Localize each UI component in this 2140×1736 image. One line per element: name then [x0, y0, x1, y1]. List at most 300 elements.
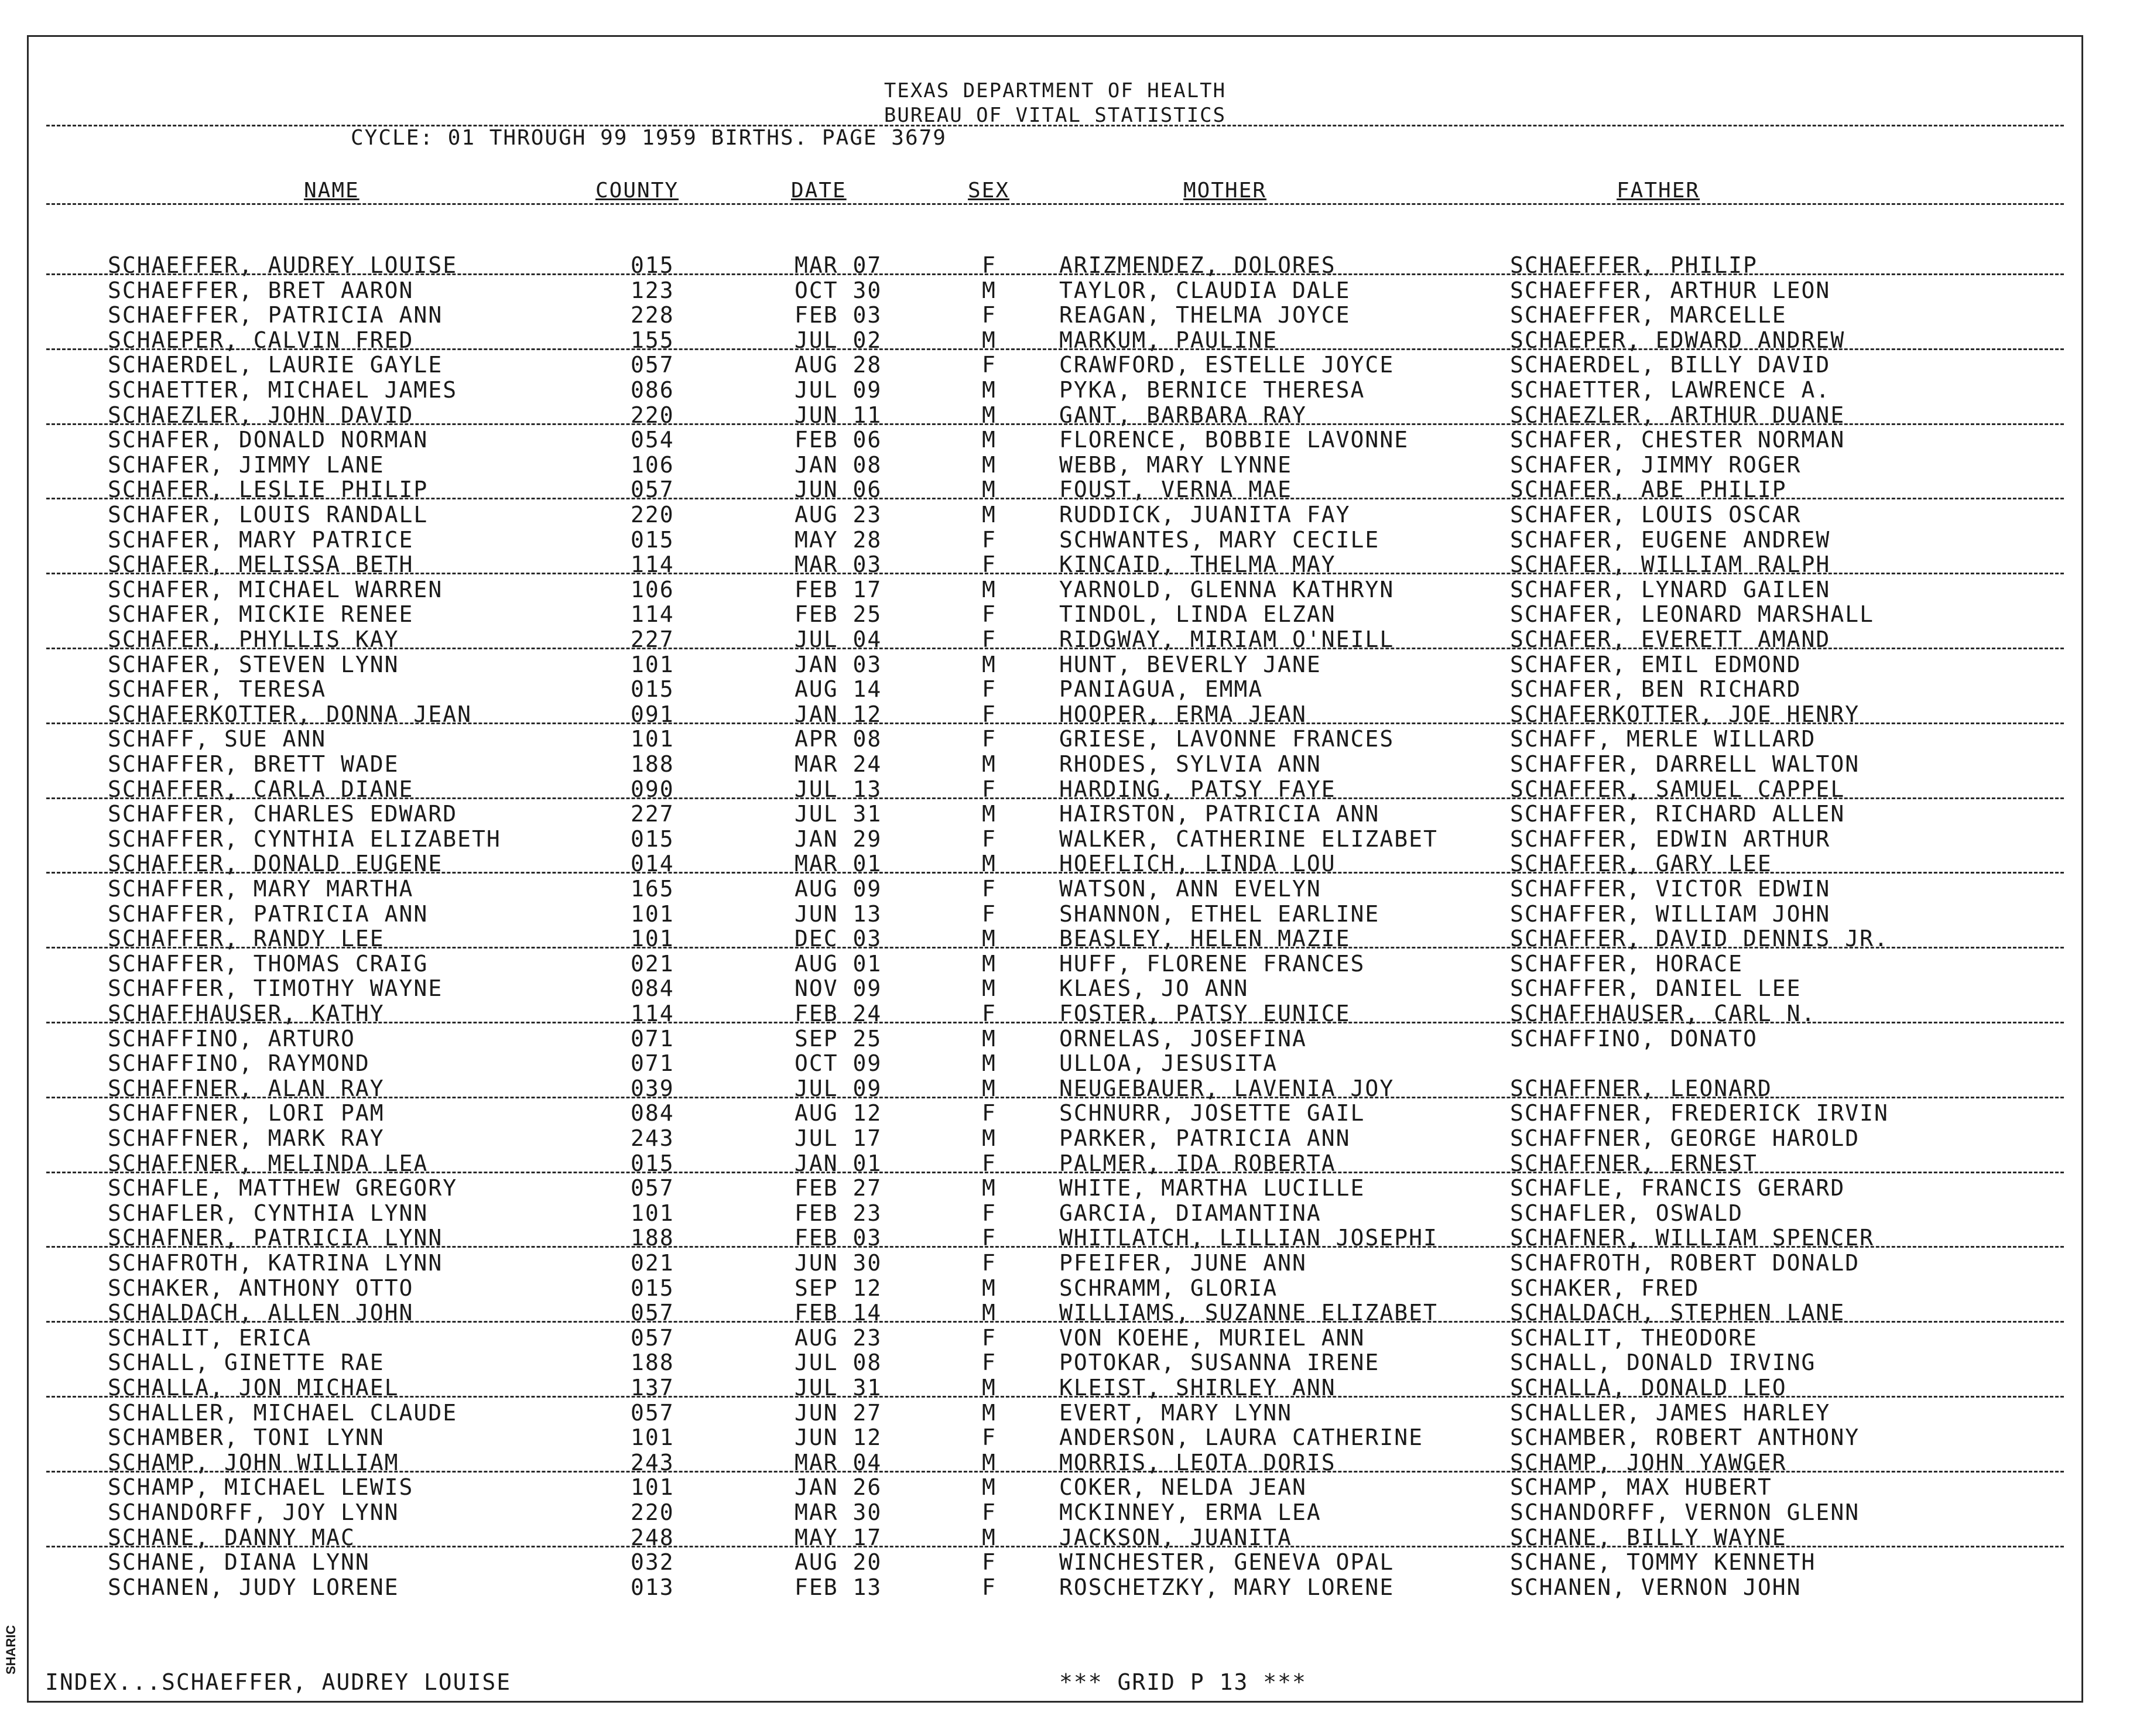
- row-name: SCHAERDEL, LAURIE GAYLE: [108, 352, 443, 378]
- row-mother: RUDDICK, JUANITA FAY: [1059, 502, 1351, 528]
- row-mother: YARNOLD, GLENNA KATHRYN: [1059, 576, 1395, 602]
- row-date: JUN 30: [795, 1250, 882, 1276]
- row-mother: REAGAN, THELMA JOYCE: [1059, 302, 1351, 328]
- row-sex: M: [982, 1025, 997, 1052]
- row-date: AUG 23: [795, 502, 882, 528]
- row-county: 015: [631, 826, 674, 852]
- row-name: SCHAFER, MELISSA BETH: [108, 552, 414, 578]
- table-row: [29, 975, 2081, 1000]
- row-name: SCHAFFINO, RAYMOND: [108, 1050, 370, 1077]
- table-row: [29, 302, 2081, 327]
- row-date: MAY 17: [795, 1524, 882, 1550]
- index-footer: INDEX...SCHAEFFER, AUDREY LOUISE: [45, 1669, 512, 1695]
- row-father: SCHAFFER, SAMUEL CAPPEL: [1510, 776, 1845, 802]
- row-county: 101: [631, 926, 674, 952]
- row-father: SCHAFFER, RICHARD ALLEN: [1510, 801, 1845, 827]
- row-county: 188: [631, 1350, 674, 1376]
- row-name: SCHAFFER, PATRICIA ANN: [108, 900, 429, 927]
- row-mother: ROSCHETZKY, MARY LORENE: [1059, 1574, 1395, 1600]
- row-name: SCHAFFER, TIMOTHY WAYNE: [108, 975, 443, 1002]
- row-mother: BEASLEY, HELEN MAZIE: [1059, 926, 1351, 952]
- row-county: 106: [631, 576, 674, 602]
- row-sex: M: [982, 926, 997, 952]
- row-county: 227: [631, 801, 674, 827]
- row-divider: [46, 1471, 2064, 1473]
- row-divider: [46, 1172, 2064, 1173]
- row-date: JUL 17: [795, 1125, 882, 1151]
- row-father: SCHAFFER, EDWIN ARTHUR: [1510, 826, 1831, 852]
- row-divider: [46, 1097, 2064, 1098]
- row-father: SCHAFFER, HORACE: [1510, 950, 1744, 977]
- row-mother: MORRIS, LEOTA DORIS: [1059, 1449, 1336, 1475]
- row-date: JUN 13: [795, 900, 882, 927]
- row-divider: [46, 348, 2064, 350]
- row-county: 101: [631, 1425, 674, 1451]
- row-county: 220: [631, 502, 674, 528]
- bureau-title: BUREAU OF VITAL STATISTICS: [884, 104, 1227, 127]
- row-mother: WHITE, MARTHA LUCILLE: [1059, 1175, 1365, 1201]
- row-sex: M: [982, 751, 997, 777]
- row-mother: HOEFLICH, LINDA LOU: [1059, 851, 1336, 877]
- row-sex: M: [982, 1375, 997, 1401]
- row-county: 243: [631, 1449, 674, 1475]
- row-date: AUG 09: [795, 876, 882, 902]
- row-county: 084: [631, 1100, 674, 1126]
- row-mother: PANIAGUA, EMMA: [1059, 676, 1264, 703]
- row-father: SCHALDACH, STEPHEN LANE: [1510, 1300, 1845, 1326]
- row-county: 086: [631, 377, 674, 403]
- table-row: [29, 801, 2081, 826]
- row-father: SCHAFER, LYNARD GAILEN: [1510, 576, 1831, 602]
- row-divider: [46, 1246, 2064, 1248]
- table-row: [29, 676, 2081, 701]
- row-mother: HARDING, PATSY FAYE: [1059, 776, 1336, 802]
- row-name: SCHALDACH, ALLEN JOHN: [108, 1300, 414, 1326]
- row-father: SCHAERDEL, BILLY DAVID: [1510, 352, 1831, 378]
- table-row: [29, 278, 2081, 302]
- row-county: 155: [631, 327, 674, 353]
- row-county: 057: [631, 1324, 674, 1351]
- row-mother: SCHRAMM, GLORIA: [1059, 1275, 1278, 1301]
- row-county: 227: [631, 626, 674, 652]
- row-name: SCHAFER, MARY PATRICE: [108, 526, 414, 553]
- row-date: JUL 09: [795, 377, 882, 403]
- row-mother: VON KOEHE, MURIEL ANN: [1059, 1324, 1365, 1351]
- row-date: NOV 09: [795, 975, 882, 1002]
- row-date: JUL 13: [795, 776, 882, 802]
- row-date: MAY 28: [795, 526, 882, 553]
- row-name: SCHAFER, TERESA: [108, 676, 327, 703]
- row-father: SCHAMP, JOHN YAWGER: [1510, 1449, 1787, 1475]
- row-name: SCHAFFER, BRETT WADE: [108, 751, 399, 777]
- row-date: FEB 03: [795, 1225, 882, 1251]
- row-sex: M: [982, 801, 997, 827]
- row-name: SCHAMP, MICHAEL LEWIS: [108, 1474, 414, 1501]
- table-row: [29, 527, 2081, 552]
- row-name: SCHALIT, ERICA: [108, 1324, 312, 1351]
- row-date: MAR 04: [795, 1449, 882, 1475]
- row-sex: M: [982, 377, 997, 403]
- row-county: 057: [631, 1399, 674, 1426]
- table-row: [29, 1250, 2081, 1275]
- row-date: JAN 01: [795, 1150, 882, 1176]
- row-county: 243: [631, 1125, 674, 1151]
- row-mother: KINCAID, THELMA MAY: [1059, 552, 1336, 578]
- row-name: SCHAFFER, THOMAS CRAIG: [108, 950, 429, 977]
- row-sex: F: [982, 601, 997, 628]
- row-date: MAR 01: [795, 851, 882, 877]
- table-row: [29, 901, 2081, 926]
- row-date: FEB 06: [795, 427, 882, 453]
- department-title: TEXAS DEPARTMENT OF HEALTH: [884, 79, 1227, 102]
- row-mother: SCHWANTES, MARY CECILE: [1059, 526, 1380, 553]
- row-county: 084: [631, 975, 674, 1002]
- row-sex: M: [982, 1449, 997, 1475]
- row-name: SCHAFFER, CHARLES EDWARD: [108, 801, 458, 827]
- row-date: FEB 17: [795, 576, 882, 602]
- row-name: SCHANEN, JUDY LORENE: [108, 1574, 399, 1600]
- row-mother: PYKA, BERNICE THERESA: [1059, 377, 1365, 403]
- row-date: JUL 04: [795, 626, 882, 652]
- row-father: SCHANE, TOMMY KENNETH: [1510, 1549, 1816, 1576]
- row-father: SCHAFER, BEN RICHARD: [1510, 676, 1802, 703]
- row-mother: FLORENCE, BOBBIE LAVONNE: [1059, 427, 1409, 453]
- row-date: JAN 08: [795, 451, 882, 478]
- row-date: JUN 06: [795, 477, 882, 503]
- row-divider: [46, 947, 2064, 949]
- row-mother: PARKER, PATRICIA ANN: [1059, 1125, 1351, 1151]
- row-sex: M: [982, 576, 997, 602]
- row-county: 015: [631, 1275, 674, 1301]
- row-name: SCHAFFER, CYNTHIA ELIZABETH: [108, 826, 501, 852]
- row-father: SCHANE, BILLY WAYNE: [1510, 1524, 1787, 1550]
- row-father: SCHAFER, ABE PHILIP: [1510, 477, 1787, 503]
- table-row: [29, 1499, 2081, 1524]
- row-name: SCHAFLE, MATTHEW GREGORY: [108, 1175, 458, 1201]
- row-date: JUL 31: [795, 1375, 882, 1401]
- row-divider: [46, 1546, 2064, 1547]
- row-mother: WALKER, CATHERINE ELIZABET: [1059, 826, 1438, 852]
- row-name: SCHALL, GINETTE RAE: [108, 1350, 385, 1376]
- row-mother: WATSON, ANN EVELYN: [1059, 876, 1321, 902]
- row-father: SCHAETTER, LAWRENCE A.: [1510, 377, 1831, 403]
- column-header-county: COUNTY: [595, 179, 679, 203]
- row-father: SCHAEFFER, PHILIP: [1510, 252, 1758, 278]
- row-county: 021: [631, 1250, 674, 1276]
- table-row: [29, 1050, 2081, 1075]
- row-father: SCHAFER, EMIL EDMOND: [1510, 651, 1802, 677]
- row-mother: RIDGWAY, MIRIAM O'NEILL: [1059, 626, 1395, 652]
- row-sex: M: [982, 651, 997, 677]
- row-father: SCHAFER, LEONARD MARSHALL: [1510, 601, 1874, 628]
- row-name: SCHAFROTH, KATRINA LYNN: [108, 1250, 443, 1276]
- row-county: 114: [631, 1001, 674, 1026]
- row-date: JUN 12: [795, 1425, 882, 1451]
- row-father: SCHALL, DONALD IRVING: [1510, 1350, 1816, 1376]
- row-sex: F: [982, 1350, 997, 1376]
- table-row: [29, 1100, 2081, 1125]
- row-county: 057: [631, 352, 674, 378]
- row-name: SCHAFNER, PATRICIA LYNN: [108, 1225, 443, 1251]
- row-father: SCHAFER, JIMMY ROGER: [1510, 451, 1802, 478]
- row-name: SCHAKER, ANTHONY OTTO: [108, 1275, 414, 1301]
- row-sex: M: [982, 1050, 997, 1077]
- row-divider: [46, 1022, 2064, 1023]
- row-county: 057: [631, 1300, 674, 1326]
- table-row: [29, 1026, 2081, 1050]
- row-name: SCHAMBER, TONI LYNN: [108, 1425, 385, 1451]
- side-label: SHARIC: [4, 1625, 18, 1675]
- row-divider: [46, 872, 2064, 874]
- row-mother: SCHNURR, JOSETTE GAIL: [1059, 1100, 1365, 1126]
- row-date: AUG 01: [795, 950, 882, 977]
- row-county: 071: [631, 1050, 674, 1077]
- row-father: SCHAKER, FRED: [1510, 1275, 1700, 1301]
- row-sex: M: [982, 1300, 997, 1326]
- row-name: SCHAFFER, MARY MARTHA: [108, 876, 414, 902]
- table-row: [29, 577, 2081, 601]
- row-sex: F: [982, 676, 997, 703]
- row-mother: HOOPER, ERMA JEAN: [1059, 701, 1307, 727]
- row-name: SCHAFER, LESLIE PHILIP: [108, 477, 429, 503]
- row-date: JUN 11: [795, 402, 882, 428]
- row-father: SCHAEFFER, MARCELLE: [1510, 302, 1787, 328]
- row-name: SCHAFFINO, ARTURO: [108, 1025, 355, 1052]
- row-mother: FOSTER, PATSY EUNICE: [1059, 1001, 1351, 1026]
- row-name: SCHAFFNER, MELINDA LEA: [108, 1150, 429, 1176]
- table-row: [29, 1574, 2081, 1599]
- row-date: AUG 28: [795, 352, 882, 378]
- row-father: SCHAFLER, OSWALD: [1510, 1200, 1744, 1226]
- row-date: DEC 03: [795, 926, 882, 952]
- row-father: SCHALLA, DONALD LEO: [1510, 1375, 1787, 1401]
- row-county: 220: [631, 1499, 674, 1525]
- table-row: [29, 452, 2081, 477]
- row-date: AUG 20: [795, 1549, 882, 1576]
- row-father: SCHAFF, MERLE WILLARD: [1510, 726, 1816, 752]
- row-name: SCHAFER, DONALD NORMAN: [108, 427, 429, 453]
- row-sex: M: [982, 975, 997, 1002]
- row-date: JAN 12: [795, 701, 882, 727]
- row-mother: GARCIA, DIAMANTINA: [1059, 1200, 1321, 1226]
- row-mother: PFEIFER, JUNE ANN: [1059, 1250, 1307, 1276]
- row-date: OCT 30: [795, 277, 882, 303]
- row-mother: SHANNON, ETHEL EARLINE: [1059, 900, 1380, 927]
- row-county: 014: [631, 851, 674, 877]
- table-row: [29, 377, 2081, 402]
- row-divider: [46, 423, 2064, 425]
- row-mother: KLAES, JO ANN: [1059, 975, 1249, 1002]
- row-mother: WHITLATCH, LILLIAN JOSEPHI: [1059, 1225, 1438, 1251]
- row-name: SCHANE, DANNY MAC: [108, 1524, 355, 1550]
- row-mother: RHODES, SYLVIA ANN: [1059, 751, 1321, 777]
- row-father: SCHANEN, VERNON JOHN: [1510, 1574, 1802, 1600]
- row-name: SCHAFFER, RANDY LEE: [108, 926, 385, 952]
- table-row: [29, 1474, 2081, 1499]
- row-father: SCHAFFNER, LEONARD: [1510, 1075, 1772, 1101]
- row-mother: GRIESE, LAVONNE FRANCES: [1059, 726, 1395, 752]
- row-county: 015: [631, 676, 674, 703]
- row-sex: M: [982, 1175, 997, 1201]
- row-date: JAN 29: [795, 826, 882, 852]
- row-father: SCHAFFER, GARY LEE: [1510, 851, 1772, 877]
- row-mother: MCKINNEY, ERMA LEA: [1059, 1499, 1321, 1525]
- row-date: SEP 25: [795, 1025, 882, 1052]
- row-father: SCHAEFFER, ARTHUR LEON: [1510, 277, 1831, 303]
- row-county: 101: [631, 726, 674, 752]
- row-sex: F: [982, 776, 997, 802]
- row-father: SCHAFFER, DANIEL LEE: [1510, 975, 1802, 1002]
- row-sex: F: [982, 1499, 997, 1525]
- row-father: SCHALLER, JAMES HARLEY: [1510, 1399, 1831, 1426]
- row-sex: M: [982, 427, 997, 453]
- row-date: JAN 03: [795, 651, 882, 677]
- row-divider: [46, 648, 2064, 649]
- row-sex: M: [982, 1075, 997, 1101]
- row-county: 165: [631, 876, 674, 902]
- row-name: SCHAFERKOTTER, DONNA JEAN: [108, 701, 472, 727]
- column-header-father: FATHER: [1617, 179, 1700, 203]
- row-sex: M: [982, 327, 997, 353]
- row-county: 054: [631, 427, 674, 453]
- row-county: 057: [631, 1175, 674, 1201]
- row-date: JUL 08: [795, 1350, 882, 1376]
- row-father: SCHAFLE, FRANCIS GERARD: [1510, 1175, 1845, 1201]
- row-sex: F: [982, 526, 997, 553]
- row-father: SCHAFFNER, FREDERICK IRVIN: [1510, 1100, 1889, 1126]
- row-name: SCHAFFER, DONALD EUGENE: [108, 851, 443, 877]
- row-date: FEB 03: [795, 302, 882, 328]
- column-header-divider: [46, 203, 2064, 205]
- row-sex: M: [982, 950, 997, 977]
- row-mother: HAIRSTON, PATRICIA ANN: [1059, 801, 1380, 827]
- row-county: 032: [631, 1549, 674, 1576]
- row-sex: M: [982, 451, 997, 478]
- row-sex: M: [982, 502, 997, 528]
- row-name: SCHAFF, SUE ANN: [108, 726, 327, 752]
- table-row: [29, 502, 2081, 526]
- row-father: SCHAMP, MAX HUBERT: [1510, 1474, 1772, 1501]
- row-sex: F: [982, 1200, 997, 1226]
- row-county: 101: [631, 1474, 674, 1501]
- row-sex: F: [982, 1549, 997, 1576]
- row-mother: GANT, BARBARA RAY: [1059, 402, 1307, 428]
- row-county: 013: [631, 1574, 674, 1600]
- row-sex: F: [982, 1574, 997, 1600]
- row-sex: M: [982, 277, 997, 303]
- row-father: SCHAMBER, ROBERT ANTHONY: [1510, 1425, 1860, 1451]
- row-sex: M: [982, 1125, 997, 1151]
- row-sex: M: [982, 1399, 997, 1426]
- row-date: JUN 27: [795, 1399, 882, 1426]
- row-mother: FOUST, VERNA MAE: [1059, 477, 1293, 503]
- row-county: 101: [631, 1200, 674, 1226]
- row-name: SCHAEZLER, JOHN DAVID: [108, 402, 414, 428]
- column-header-name: NAME: [304, 179, 359, 203]
- row-date: AUG 14: [795, 676, 882, 703]
- row-county: 071: [631, 1025, 674, 1052]
- row-mother: MARKUM, PAULINE: [1059, 327, 1278, 353]
- row-date: JUL 09: [795, 1075, 882, 1101]
- row-father: SCHAFFER, DAVID DENNIS JR.: [1510, 926, 1889, 952]
- row-sex: F: [982, 352, 997, 378]
- row-divider: [46, 273, 2064, 275]
- row-date: FEB 25: [795, 601, 882, 628]
- table-row: [29, 1425, 2081, 1449]
- row-mother: JACKSON, JUANITA: [1059, 1524, 1293, 1550]
- row-father: SCHAFFNER, GEORGE HAROLD: [1510, 1125, 1860, 1151]
- row-sex: F: [982, 701, 997, 727]
- row-date: JAN 26: [795, 1474, 882, 1501]
- row-date: AUG 12: [795, 1100, 882, 1126]
- column-header-sex: SEX: [968, 179, 1010, 203]
- row-date: AUG 23: [795, 1324, 882, 1351]
- table-row: [29, 1175, 2081, 1200]
- row-divider: [46, 797, 2064, 799]
- row-divider: [46, 723, 2064, 724]
- row-county: 015: [631, 526, 674, 553]
- row-name: SCHAFFHAUSER, KATHY: [108, 1001, 385, 1026]
- row-county: 101: [631, 900, 674, 927]
- row-father: SCHALIT, THEODORE: [1510, 1324, 1758, 1351]
- row-sex: F: [982, 552, 997, 578]
- row-name: SCHAFFNER, ALAN RAY: [108, 1075, 385, 1101]
- row-father: SCHAEZLER, ARTHUR DUANE: [1510, 402, 1845, 428]
- row-mother: WEBB, MARY LYNNE: [1059, 451, 1293, 478]
- row-mother: COKER, NELDA JEAN: [1059, 1474, 1307, 1501]
- row-name: SCHAFFNER, MARK RAY: [108, 1125, 385, 1151]
- table-row: [29, 826, 2081, 851]
- row-mother: WINCHESTER, GENEVA OPAL: [1059, 1549, 1395, 1576]
- row-sex: M: [982, 477, 997, 503]
- row-mother: ANDERSON, LAURA CATHERINE: [1059, 1425, 1423, 1451]
- row-county: 091: [631, 701, 674, 727]
- row-mother: ORNELAS, JOSEFINA: [1059, 1025, 1307, 1052]
- row-mother: TAYLOR, CLAUDIA DALE: [1059, 277, 1351, 303]
- row-date: APR 08: [795, 726, 882, 752]
- row-sex: F: [982, 1250, 997, 1276]
- row-father: SCHAFER, CHESTER NORMAN: [1510, 427, 1845, 453]
- row-sex: F: [982, 626, 997, 652]
- row-name: SCHAFER, MICKIE RENEE: [108, 601, 414, 628]
- row-divider: [46, 1321, 2064, 1323]
- row-county: 123: [631, 277, 674, 303]
- row-father: SCHANDORFF, VERNON GLENN: [1510, 1499, 1860, 1525]
- table-row: [29, 601, 2081, 626]
- row-county: 188: [631, 1225, 674, 1251]
- row-father: SCHAFFHAUSER, CARL N.: [1510, 1001, 1816, 1026]
- row-county: 101: [631, 651, 674, 677]
- row-date: JUL 02: [795, 327, 882, 353]
- row-county: 228: [631, 302, 674, 328]
- row-sex: F: [982, 876, 997, 902]
- row-county: 057: [631, 477, 674, 503]
- row-father: SCHAFFER, VICTOR EDWIN: [1510, 876, 1831, 902]
- row-mother: KLEIST, SHIRLEY ANN: [1059, 1375, 1336, 1401]
- row-mother: ARIZMENDEZ, DOLORES: [1059, 252, 1336, 278]
- row-father: SCHAFFER, DARRELL WALTON: [1510, 751, 1860, 777]
- column-header-date: DATE: [791, 179, 847, 203]
- row-date: SEP 12: [795, 1275, 882, 1301]
- row-county: 021: [631, 950, 674, 977]
- row-date: FEB 27: [795, 1175, 882, 1201]
- row-name: SCHALLER, MICHAEL CLAUDE: [108, 1399, 458, 1426]
- row-sex: M: [982, 1275, 997, 1301]
- row-county: 090: [631, 776, 674, 802]
- row-name: SCHAETTER, MICHAEL JAMES: [108, 377, 458, 403]
- row-mother: POTOKAR, SUSANNA IRENE: [1059, 1350, 1380, 1376]
- row-father: SCHAFFNER, ERNEST: [1510, 1150, 1758, 1176]
